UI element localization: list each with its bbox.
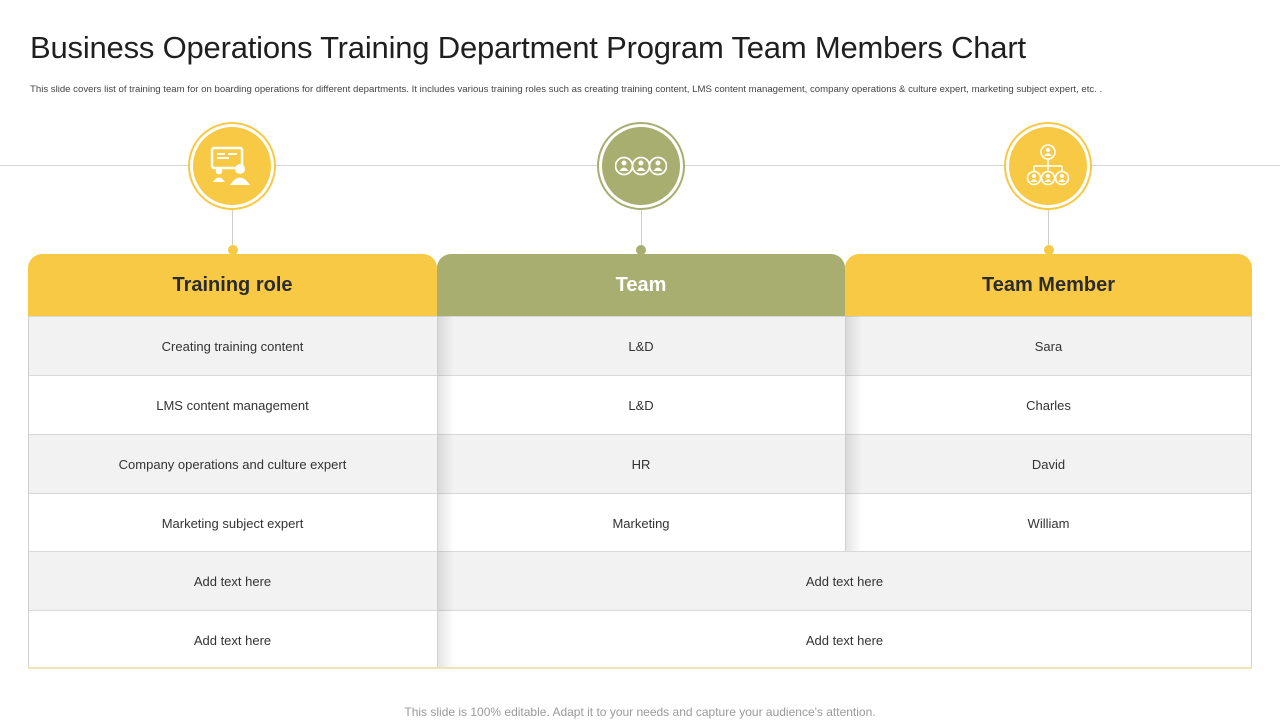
role-cell: Company operations and culture expert bbox=[118, 456, 347, 472]
team-members-table bbox=[28, 254, 1252, 668]
table-row bbox=[28, 375, 1252, 434]
member-cell: Charles bbox=[1026, 397, 1071, 413]
team-cell: HR bbox=[631, 456, 651, 472]
merged-cell: Add text here bbox=[805, 573, 884, 589]
table-row bbox=[28, 551, 1252, 610]
member-cell: David bbox=[1031, 456, 1066, 472]
connector-line bbox=[232, 210, 233, 248]
training-role-icon-circle bbox=[188, 122, 276, 210]
team-cell: Marketing bbox=[612, 515, 670, 531]
team-icon-circle bbox=[597, 122, 685, 210]
merged-cell: Add text here bbox=[805, 632, 884, 648]
header-training-role: Training role bbox=[28, 254, 437, 316]
table-bottom-border bbox=[28, 667, 1252, 669]
slide-footer: This slide is 100% editable. Adapt it to your needs and capture your audience's attention. bbox=[404, 705, 876, 719]
presenter-icon bbox=[210, 146, 254, 186]
team-group-icon bbox=[615, 154, 667, 178]
table-row bbox=[28, 493, 1252, 552]
connector-line bbox=[1048, 210, 1049, 248]
role-cell: Marketing subject expert bbox=[161, 515, 304, 531]
header-team: Team bbox=[437, 254, 845, 316]
role-cell: Add text here bbox=[193, 632, 272, 648]
role-cell: Add text here bbox=[193, 573, 272, 589]
header-team-member: Team Member bbox=[845, 254, 1252, 316]
role-cell: Creating training content bbox=[161, 338, 304, 354]
team-cell: L&D bbox=[628, 338, 654, 354]
column-shadow bbox=[438, 316, 454, 668]
team-cell: L&D bbox=[628, 397, 654, 413]
member-cell: William bbox=[1027, 515, 1070, 531]
slide-title: Business Operations Training Department Program Team Members Chart bbox=[30, 30, 1026, 65]
column-shadow bbox=[846, 316, 862, 551]
table-row bbox=[28, 610, 1252, 669]
team-member-icon-circle bbox=[1004, 122, 1092, 210]
table-border bbox=[28, 316, 29, 668]
table-border bbox=[1251, 316, 1252, 668]
org-chart-icon bbox=[1026, 144, 1070, 188]
table-row bbox=[28, 316, 1252, 375]
member-cell: Sara bbox=[1034, 338, 1063, 354]
table-row bbox=[28, 434, 1252, 493]
slide-subtitle: This slide covers list of training team for on boarding operations for different departments. It includes various training roles such as creating training content, LMS content management, company operations & culture expert, marketing subject expert, etc. . bbox=[30, 84, 1103, 95]
role-cell: LMS content management bbox=[156, 397, 309, 413]
connector-line bbox=[641, 210, 642, 248]
